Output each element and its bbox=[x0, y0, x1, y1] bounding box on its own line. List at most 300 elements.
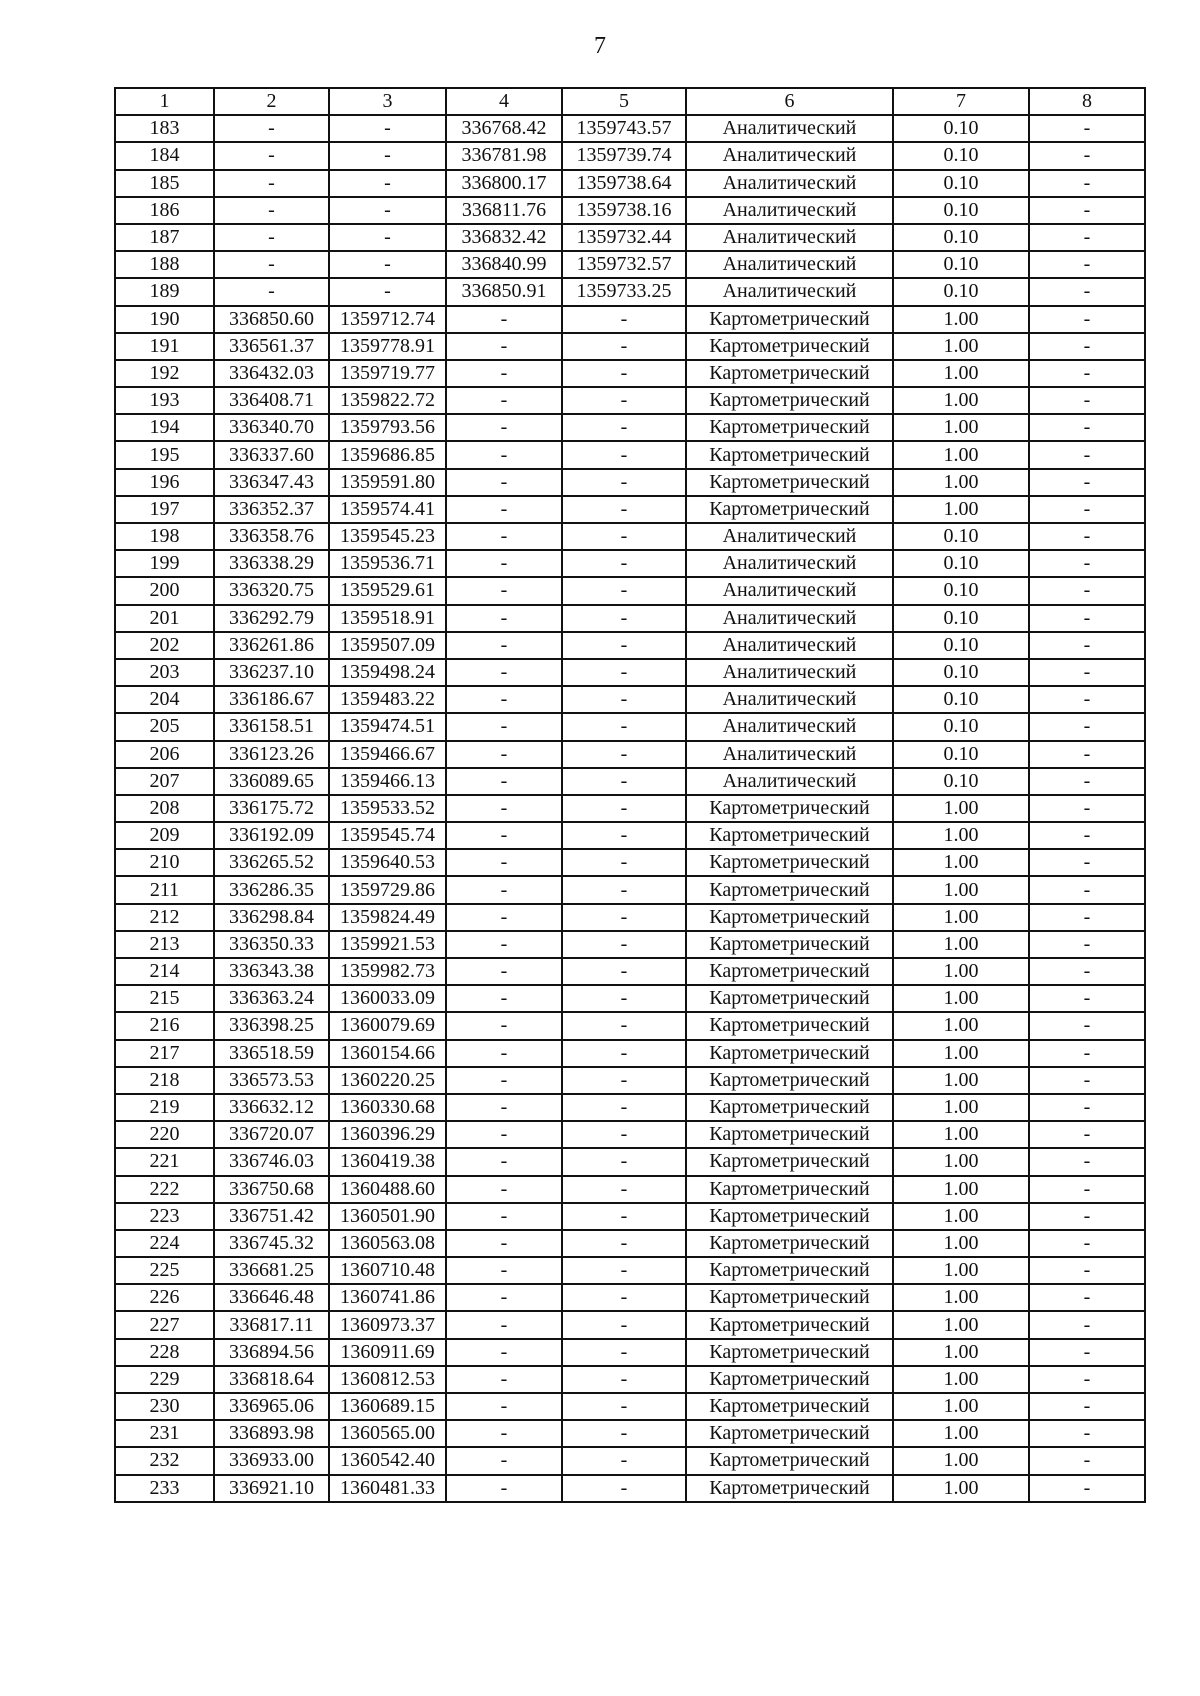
table-cell-col-3: 1360481.33 bbox=[329, 1475, 446, 1502]
table-cell-col-2: 336921.10 bbox=[214, 1475, 329, 1502]
table-cell-col-7: 1.00 bbox=[893, 1040, 1029, 1067]
table-cell-col-8: - bbox=[1029, 1366, 1145, 1393]
table-cell-col-3: 1360565.00 bbox=[329, 1420, 446, 1447]
table-cell-col-3: 1360973.37 bbox=[329, 1311, 446, 1338]
table-row bbox=[115, 849, 1145, 876]
table-cell-col-7: 0.10 bbox=[893, 197, 1029, 224]
table-cell-col-1: 185 bbox=[115, 170, 214, 197]
table-cell-col-5: 1359733.25 bbox=[562, 278, 686, 305]
table-cell-col-1: 232 bbox=[115, 1447, 214, 1474]
table-row bbox=[115, 713, 1145, 740]
table-cell-col-6: Аналитический bbox=[686, 577, 893, 604]
table-cell-col-8: - bbox=[1029, 251, 1145, 278]
table-cell-col-2: 336192.09 bbox=[214, 822, 329, 849]
table-cell-col-6: Картометрический bbox=[686, 795, 893, 822]
table-cell-col-4: - bbox=[446, 1475, 562, 1502]
table-cell-col-5: - bbox=[562, 686, 686, 713]
table-cell-col-6: Аналитический bbox=[686, 713, 893, 740]
table-cell-col-4: - bbox=[446, 985, 562, 1012]
table-cell-col-3: 1360033.09 bbox=[329, 985, 446, 1012]
table-cell-col-8: - bbox=[1029, 1311, 1145, 1338]
table-cell-col-5: - bbox=[562, 1067, 686, 1094]
table-cell-col-7: 1.00 bbox=[893, 1393, 1029, 1420]
table-cell-col-1: 215 bbox=[115, 985, 214, 1012]
table-cell-col-4: - bbox=[446, 496, 562, 523]
table-cell-col-1: 204 bbox=[115, 686, 214, 713]
table-cell-col-2: - bbox=[214, 197, 329, 224]
table-cell-col-3: - bbox=[329, 278, 446, 305]
table-cell-col-5: - bbox=[562, 414, 686, 441]
table-cell-col-3: - bbox=[329, 251, 446, 278]
table-cell-col-8: - bbox=[1029, 1203, 1145, 1230]
table-cell-col-6: Картометрический bbox=[686, 1067, 893, 1094]
table-cell-col-7: 1.00 bbox=[893, 1475, 1029, 1502]
table-cell-col-5: - bbox=[562, 1420, 686, 1447]
table-cell-col-4: - bbox=[446, 904, 562, 931]
table-cell-col-4: - bbox=[446, 387, 562, 414]
table-cell-col-2: 336720.07 bbox=[214, 1121, 329, 1148]
table-cell-col-1: 227 bbox=[115, 1311, 214, 1338]
table-cell-col-6: Картометрический bbox=[686, 1339, 893, 1366]
table-row bbox=[115, 1257, 1145, 1284]
table-cell-col-4: - bbox=[446, 441, 562, 468]
table-cell-col-4: - bbox=[446, 659, 562, 686]
table-cell-col-2: 336298.84 bbox=[214, 904, 329, 931]
table-cell-col-3: 1360419.38 bbox=[329, 1148, 446, 1175]
table-cell-col-5: - bbox=[562, 577, 686, 604]
table-cell-col-6: Аналитический bbox=[686, 550, 893, 577]
table-cell-col-1: 200 bbox=[115, 577, 214, 604]
table-cell-col-7: 1.00 bbox=[893, 1420, 1029, 1447]
table-cell-col-5: - bbox=[562, 1475, 686, 1502]
table-row bbox=[115, 1067, 1145, 1094]
table-cell-col-2: 336817.11 bbox=[214, 1311, 329, 1338]
table-cell-col-3: 1359498.24 bbox=[329, 659, 446, 686]
table-cell-col-3: 1360079.69 bbox=[329, 1012, 446, 1039]
table-cell-col-4: - bbox=[446, 1040, 562, 1067]
table-cell-col-1: 186 bbox=[115, 197, 214, 224]
table-cell-col-2: 336320.75 bbox=[214, 577, 329, 604]
table-cell-col-5: - bbox=[562, 931, 686, 958]
table-cell-col-8: - bbox=[1029, 1148, 1145, 1175]
table-cell-col-7: 0.10 bbox=[893, 142, 1029, 169]
table-cell-col-7: 0.10 bbox=[893, 577, 1029, 604]
table-cell-col-5: - bbox=[562, 713, 686, 740]
table-cell-col-6: Картометрический bbox=[686, 1311, 893, 1338]
table-cell-col-8: - bbox=[1029, 1420, 1145, 1447]
table-cell-col-4: - bbox=[446, 1339, 562, 1366]
table-cell-col-4: 336800.17 bbox=[446, 170, 562, 197]
table-cell-col-2: 336350.33 bbox=[214, 931, 329, 958]
table-cell-col-2: - bbox=[214, 142, 329, 169]
table-cell-col-1: 216 bbox=[115, 1012, 214, 1039]
table-cell-col-2: 336338.29 bbox=[214, 550, 329, 577]
table-cell-col-8: - bbox=[1029, 1012, 1145, 1039]
table-cell-col-1: 221 bbox=[115, 1148, 214, 1175]
table-cell-col-2: 336337.60 bbox=[214, 441, 329, 468]
table-cell-col-2: 336850.60 bbox=[214, 306, 329, 333]
column-header-2: 2 bbox=[214, 88, 329, 115]
table-cell-col-8: - bbox=[1029, 876, 1145, 903]
table-cell-col-6: Аналитический bbox=[686, 170, 893, 197]
table-cell-col-4: - bbox=[446, 1148, 562, 1175]
table-cell-col-1: 208 bbox=[115, 795, 214, 822]
table-cell-col-8: - bbox=[1029, 931, 1145, 958]
table-cell-col-2: 336358.76 bbox=[214, 523, 329, 550]
table-cell-col-3: 1360563.08 bbox=[329, 1230, 446, 1257]
table-cell-col-8: - bbox=[1029, 713, 1145, 740]
table-row bbox=[115, 278, 1145, 305]
table-cell-col-1: 226 bbox=[115, 1284, 214, 1311]
column-header-1: 1 bbox=[115, 88, 214, 115]
table-cell-col-4: - bbox=[446, 1176, 562, 1203]
table-cell-col-4: - bbox=[446, 1420, 562, 1447]
table-cell-col-7: 1.00 bbox=[893, 387, 1029, 414]
table-cell-col-3: 1360501.90 bbox=[329, 1203, 446, 1230]
table-row bbox=[115, 876, 1145, 903]
table-cell-col-7: 1.00 bbox=[893, 1176, 1029, 1203]
table-row bbox=[115, 360, 1145, 387]
table-cell-col-1: 189 bbox=[115, 278, 214, 305]
table-cell-col-6: Картометрический bbox=[686, 1257, 893, 1284]
table-cell-col-4: - bbox=[446, 1094, 562, 1121]
table-cell-col-2: 336745.32 bbox=[214, 1230, 329, 1257]
table-cell-col-2: 336751.42 bbox=[214, 1203, 329, 1230]
table-row bbox=[115, 142, 1145, 169]
table-cell-col-8: - bbox=[1029, 142, 1145, 169]
table-cell-col-8: - bbox=[1029, 795, 1145, 822]
table-cell-col-7: 1.00 bbox=[893, 414, 1029, 441]
table-cell-col-1: 197 bbox=[115, 496, 214, 523]
table-cell-col-6: Аналитический bbox=[686, 251, 893, 278]
table-cell-col-5: - bbox=[562, 1311, 686, 1338]
table-cell-col-8: - bbox=[1029, 523, 1145, 550]
table-cell-col-7: 1.00 bbox=[893, 849, 1029, 876]
table-cell-col-8: - bbox=[1029, 1176, 1145, 1203]
table-cell-col-3: 1360812.53 bbox=[329, 1366, 446, 1393]
table-cell-col-1: 193 bbox=[115, 387, 214, 414]
table-cell-col-7: 1.00 bbox=[893, 1094, 1029, 1121]
table-cell-col-4: 336811.76 bbox=[446, 197, 562, 224]
table-row bbox=[115, 1475, 1145, 1502]
table-cell-col-7: 1.00 bbox=[893, 1012, 1029, 1039]
table-cell-col-3: - bbox=[329, 142, 446, 169]
table-cell-col-5: 1359738.16 bbox=[562, 197, 686, 224]
table-cell-col-6: Картометрический bbox=[686, 1420, 893, 1447]
table-cell-col-8: - bbox=[1029, 686, 1145, 713]
table-cell-col-5: - bbox=[562, 360, 686, 387]
table-cell-col-7: 1.00 bbox=[893, 306, 1029, 333]
table-cell-col-8: - bbox=[1029, 224, 1145, 251]
page-number: 7 bbox=[594, 33, 606, 59]
table-cell-col-6: Картометрический bbox=[686, 441, 893, 468]
table-cell-col-5: - bbox=[562, 469, 686, 496]
table-cell-col-8: - bbox=[1029, 333, 1145, 360]
table-cell-col-6: Картометрический bbox=[686, 1366, 893, 1393]
table-cell-col-6: Картометрический bbox=[686, 1148, 893, 1175]
table-cell-col-7: 1.00 bbox=[893, 1257, 1029, 1284]
table-cell-col-1: 212 bbox=[115, 904, 214, 931]
column-header-5: 5 bbox=[562, 88, 686, 115]
table-cell-col-2: 336573.53 bbox=[214, 1067, 329, 1094]
table-cell-col-1: 201 bbox=[115, 605, 214, 632]
table-cell-col-2: 336237.10 bbox=[214, 659, 329, 686]
table-row bbox=[115, 115, 1145, 142]
table-cell-col-8: - bbox=[1029, 741, 1145, 768]
table-cell-col-7: 0.10 bbox=[893, 741, 1029, 768]
table-cell-col-8: - bbox=[1029, 1040, 1145, 1067]
table-cell-col-3: 1360689.15 bbox=[329, 1393, 446, 1420]
table-cell-col-2: 336363.24 bbox=[214, 985, 329, 1012]
table-cell-col-2: 336646.48 bbox=[214, 1284, 329, 1311]
table-cell-col-3: - bbox=[329, 170, 446, 197]
table-cell-col-7: 1.00 bbox=[893, 876, 1029, 903]
table-cell-col-5: 1359732.44 bbox=[562, 224, 686, 251]
table-cell-col-1: 218 bbox=[115, 1067, 214, 1094]
table-cell-col-3: 1359729.86 bbox=[329, 876, 446, 903]
table-cell-col-1: 202 bbox=[115, 632, 214, 659]
table-cell-col-6: Аналитический bbox=[686, 768, 893, 795]
table-cell-col-1: 225 bbox=[115, 1257, 214, 1284]
table-cell-col-3: 1359545.23 bbox=[329, 523, 446, 550]
table-cell-col-4: - bbox=[446, 1257, 562, 1284]
table-row bbox=[115, 1040, 1145, 1067]
table-cell-col-2: 336818.64 bbox=[214, 1366, 329, 1393]
table-cell-col-3: 1359640.53 bbox=[329, 849, 446, 876]
table-cell-col-3: 1359466.13 bbox=[329, 768, 446, 795]
table-cell-col-6: Картометрический bbox=[686, 1284, 893, 1311]
table-cell-col-1: 219 bbox=[115, 1094, 214, 1121]
table-cell-col-7: 1.00 bbox=[893, 1121, 1029, 1148]
table-cell-col-3: 1359518.91 bbox=[329, 605, 446, 632]
table-cell-col-3: 1359529.61 bbox=[329, 577, 446, 604]
table-cell-col-5: - bbox=[562, 523, 686, 550]
table-cell-col-7: 0.10 bbox=[893, 224, 1029, 251]
table-cell-col-4: - bbox=[446, 632, 562, 659]
table-cell-col-1: 205 bbox=[115, 713, 214, 740]
table-cell-col-1: 203 bbox=[115, 659, 214, 686]
table-cell-col-1: 222 bbox=[115, 1176, 214, 1203]
table-cell-col-7: 1.00 bbox=[893, 1339, 1029, 1366]
table-row bbox=[115, 1311, 1145, 1338]
table-cell-col-2: 336286.35 bbox=[214, 876, 329, 903]
table-cell-col-8: - bbox=[1029, 306, 1145, 333]
table-cell-col-4: - bbox=[446, 605, 562, 632]
table-cell-col-6: Картометрический bbox=[686, 876, 893, 903]
table-cell-col-2: 336432.03 bbox=[214, 360, 329, 387]
table-cell-col-8: - bbox=[1029, 414, 1145, 441]
table-cell-col-1: 217 bbox=[115, 1040, 214, 1067]
table-cell-col-2: 336681.25 bbox=[214, 1257, 329, 1284]
table-cell-col-8: - bbox=[1029, 360, 1145, 387]
table-cell-col-6: Картометрический bbox=[686, 1475, 893, 1502]
table-cell-col-3: 1360330.68 bbox=[329, 1094, 446, 1121]
table-row bbox=[115, 822, 1145, 849]
table-cell-col-6: Картометрический bbox=[686, 1203, 893, 1230]
table-cell-col-3: 1360154.66 bbox=[329, 1040, 446, 1067]
table-row bbox=[115, 1148, 1145, 1175]
table-cell-col-4: - bbox=[446, 849, 562, 876]
table-cell-col-1: 224 bbox=[115, 1230, 214, 1257]
table-cell-col-4: - bbox=[446, 1311, 562, 1338]
table-cell-col-7: 1.00 bbox=[893, 469, 1029, 496]
table-cell-col-5: - bbox=[562, 958, 686, 985]
table-row bbox=[115, 985, 1145, 1012]
table-row bbox=[115, 1393, 1145, 1420]
table-row bbox=[115, 523, 1145, 550]
table-cell-col-8: - bbox=[1029, 1475, 1145, 1502]
table-row bbox=[115, 931, 1145, 958]
table-cell-col-2: - bbox=[214, 251, 329, 278]
table-row bbox=[115, 1176, 1145, 1203]
table-cell-col-2: 336561.37 bbox=[214, 333, 329, 360]
table-cell-col-6: Картометрический bbox=[686, 1393, 893, 1420]
coordinates-table bbox=[114, 87, 1146, 1503]
table-row bbox=[115, 768, 1145, 795]
table-cell-col-4: 336768.42 bbox=[446, 115, 562, 142]
table-cell-col-6: Картометрический bbox=[686, 496, 893, 523]
table-cell-col-7: 0.10 bbox=[893, 278, 1029, 305]
table-cell-col-7: 1.00 bbox=[893, 1230, 1029, 1257]
table-cell-col-8: - bbox=[1029, 496, 1145, 523]
table-cell-col-2: 336158.51 bbox=[214, 713, 329, 740]
table-cell-col-8: - bbox=[1029, 1447, 1145, 1474]
table-cell-col-4: - bbox=[446, 741, 562, 768]
table-cell-col-2: 336632.12 bbox=[214, 1094, 329, 1121]
table-cell-col-4: - bbox=[446, 1012, 562, 1039]
table-cell-col-1: 198 bbox=[115, 523, 214, 550]
table-cell-col-1: 199 bbox=[115, 550, 214, 577]
table-cell-col-5: - bbox=[562, 632, 686, 659]
table-row bbox=[115, 632, 1145, 659]
table-cell-col-4: - bbox=[446, 414, 562, 441]
table-cell-col-6: Аналитический bbox=[686, 632, 893, 659]
table-cell-col-1: 207 bbox=[115, 768, 214, 795]
table-cell-col-5: - bbox=[562, 1148, 686, 1175]
table-row bbox=[115, 251, 1145, 278]
table-cell-col-2: 336186.67 bbox=[214, 686, 329, 713]
table-cell-col-2: 336893.98 bbox=[214, 1420, 329, 1447]
table-cell-col-1: 230 bbox=[115, 1393, 214, 1420]
table-cell-col-5: - bbox=[562, 849, 686, 876]
table-cell-col-8: - bbox=[1029, 469, 1145, 496]
table-cell-col-2: 336352.37 bbox=[214, 496, 329, 523]
table-cell-col-2: 336933.00 bbox=[214, 1447, 329, 1474]
table-cell-col-4: 336832.42 bbox=[446, 224, 562, 251]
table-cell-col-7: 1.00 bbox=[893, 1366, 1029, 1393]
table-cell-col-2: 336408.71 bbox=[214, 387, 329, 414]
table-cell-col-1: 210 bbox=[115, 849, 214, 876]
table-cell-col-6: Аналитический bbox=[686, 686, 893, 713]
table-cell-col-7: 0.10 bbox=[893, 115, 1029, 142]
table-cell-col-5: 1359739.74 bbox=[562, 142, 686, 169]
table-cell-col-6: Картометрический bbox=[686, 414, 893, 441]
table-cell-col-3: 1359574.41 bbox=[329, 496, 446, 523]
table-cell-col-1: 220 bbox=[115, 1121, 214, 1148]
table-row bbox=[115, 387, 1145, 414]
table-row bbox=[115, 795, 1145, 822]
table-cell-col-5: - bbox=[562, 1257, 686, 1284]
table-cell-col-4: - bbox=[446, 1393, 562, 1420]
table-cell-col-5: - bbox=[562, 1203, 686, 1230]
table-cell-col-2: 336750.68 bbox=[214, 1176, 329, 1203]
table-cell-col-3: 1359591.80 bbox=[329, 469, 446, 496]
table-cell-col-8: - bbox=[1029, 605, 1145, 632]
table-row bbox=[115, 1094, 1145, 1121]
table-cell-col-6: Аналитический bbox=[686, 741, 893, 768]
table-row bbox=[115, 441, 1145, 468]
table-cell-col-1: 223 bbox=[115, 1203, 214, 1230]
table-cell-col-7: 1.00 bbox=[893, 1203, 1029, 1230]
table-cell-col-3: 1360220.25 bbox=[329, 1067, 446, 1094]
table-cell-col-1: 228 bbox=[115, 1339, 214, 1366]
table-cell-col-5: 1359738.64 bbox=[562, 170, 686, 197]
table-cell-col-3: 1359474.51 bbox=[329, 713, 446, 740]
table-cell-col-4: - bbox=[446, 469, 562, 496]
table-cell-col-4: 336781.98 bbox=[446, 142, 562, 169]
table-cell-col-2: 336398.25 bbox=[214, 1012, 329, 1039]
table-row bbox=[115, 1012, 1145, 1039]
table-cell-col-3: - bbox=[329, 197, 446, 224]
table-cell-col-2: - bbox=[214, 115, 329, 142]
table-body bbox=[115, 115, 1145, 1502]
table-row bbox=[115, 1121, 1145, 1148]
table-cell-col-6: Картометрический bbox=[686, 1447, 893, 1474]
table-cell-col-4: 336840.99 bbox=[446, 251, 562, 278]
table-cell-col-6: Картометрический bbox=[686, 904, 893, 931]
table-cell-col-5: - bbox=[562, 1094, 686, 1121]
table-cell-col-4: - bbox=[446, 795, 562, 822]
table-cell-col-2: 336123.26 bbox=[214, 741, 329, 768]
table-cell-col-3: 1360488.60 bbox=[329, 1176, 446, 1203]
table-row bbox=[115, 306, 1145, 333]
table-cell-col-5: - bbox=[562, 795, 686, 822]
table-cell-col-4: - bbox=[446, 822, 562, 849]
table-row bbox=[115, 170, 1145, 197]
table-cell-col-7: 1.00 bbox=[893, 1311, 1029, 1338]
table-cell-col-6: Картометрический bbox=[686, 1176, 893, 1203]
table-row bbox=[115, 958, 1145, 985]
table-row bbox=[115, 1447, 1145, 1474]
table-cell-col-4: - bbox=[446, 306, 562, 333]
table-cell-col-5: - bbox=[562, 1284, 686, 1311]
table-cell-col-8: - bbox=[1029, 170, 1145, 197]
table-cell-col-4: - bbox=[446, 713, 562, 740]
table-cell-col-2: - bbox=[214, 224, 329, 251]
table-cell-col-4: - bbox=[446, 1067, 562, 1094]
table-row bbox=[115, 550, 1145, 577]
table-cell-col-8: - bbox=[1029, 1067, 1145, 1094]
table-cell-col-7: 0.10 bbox=[893, 523, 1029, 550]
table-cell-col-6: Картометрический bbox=[686, 360, 893, 387]
table-cell-col-1: 213 bbox=[115, 931, 214, 958]
table-row bbox=[115, 197, 1145, 224]
table-cell-col-1: 191 bbox=[115, 333, 214, 360]
table-cell-col-5: - bbox=[562, 1339, 686, 1366]
table-cell-col-8: - bbox=[1029, 1284, 1145, 1311]
table-cell-col-4: - bbox=[446, 931, 562, 958]
table-row bbox=[115, 469, 1145, 496]
table-row bbox=[115, 496, 1145, 523]
table-row bbox=[115, 333, 1145, 360]
table-row bbox=[115, 1284, 1145, 1311]
table-cell-col-1: 211 bbox=[115, 876, 214, 903]
table-cell-col-8: - bbox=[1029, 985, 1145, 1012]
table-cell-col-3: 1359793.56 bbox=[329, 414, 446, 441]
table-cell-col-8: - bbox=[1029, 550, 1145, 577]
table-cell-col-6: Картометрический bbox=[686, 849, 893, 876]
table-cell-col-5: - bbox=[562, 1393, 686, 1420]
